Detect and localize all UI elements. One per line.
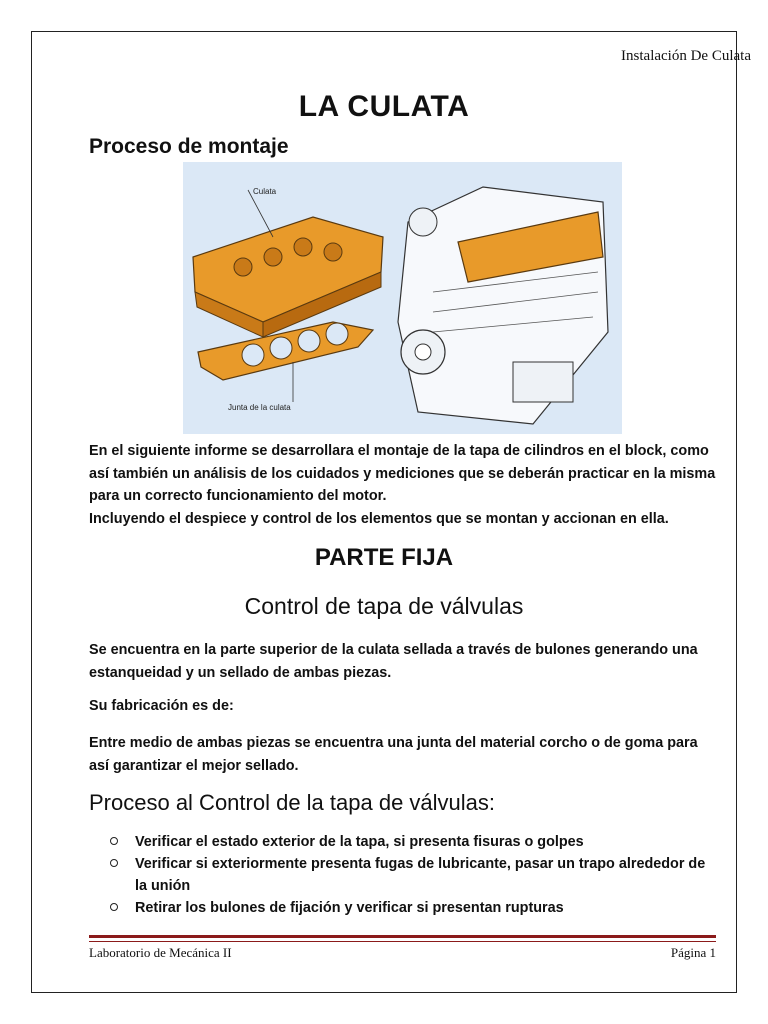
list-item-text: Verificar si exteriormente presenta fugas de lubricante, pasar un trapo alrededor de la unión [135, 856, 706, 894]
list-item-text: Retirar los bulones de fijación y verificar si presentan rupturas [135, 900, 564, 916]
head-gasket-drawing [198, 322, 373, 402]
subtitle: Proceso de montaje [89, 135, 289, 158]
footer-course: Laboratorio de Mecánica II [89, 945, 232, 960]
paragraph-junta: Entre medio de ambas piezas se encuentra una junta del material corcho o de goma para así garantizar el mejor sellado. [89, 735, 698, 774]
page-title: LA CULATA [298, 90, 470, 123]
circle-bullet-icon [110, 859, 118, 867]
list-item [110, 831, 720, 853]
running-header: Instalación De Culata [621, 48, 751, 64]
footer-page-number: Página 1 [670, 945, 716, 960]
label-culata: Culata [253, 187, 277, 196]
list-item [110, 897, 720, 919]
circle-bullet-icon [110, 837, 118, 845]
engine-block-drawing [398, 187, 608, 424]
engine-illustration [183, 162, 622, 434]
circle-bullet-icon [110, 903, 118, 911]
checklist [110, 831, 720, 919]
cylinder-head-drawing [193, 190, 383, 337]
intro-paragraph [89, 440, 719, 530]
list-item [110, 853, 720, 897]
footer-rule-thin [89, 941, 716, 942]
engine-diagram-svg [183, 162, 622, 434]
intro-text: En el siguiente informe se desarrollara el montaje de la tapa de cilindros en el block, como así también un análisis de los cuidados y mediciones que se deberán practicar en la misma para un correcto funcionamiento del motor. [89, 443, 716, 504]
footer-rule [89, 935, 716, 938]
list-item-text: Verificar el estado exterior de la tapa, si presenta fisuras o golpes [135, 834, 584, 850]
process-heading: Proceso al Control de la tapa de válvulas: [89, 790, 496, 815]
paragraph-fabricacion: Su fabricación es de: [89, 698, 234, 714]
intro-text-2: Incluyendo el despiece y control de los elementos que se montan y accionan en ella. [89, 510, 669, 527]
section-subtitle: Control de tapa de válvulas [244, 593, 524, 619]
section-title: PARTE FIJA [314, 544, 454, 571]
paragraph-ubicacion: Se encuentra en la parte superior de la culata sellada a través de bulones generando una estanqueidad y un sellado de ambas piezas. [89, 642, 698, 681]
label-junta-culata: Junta de la culata [228, 403, 291, 412]
